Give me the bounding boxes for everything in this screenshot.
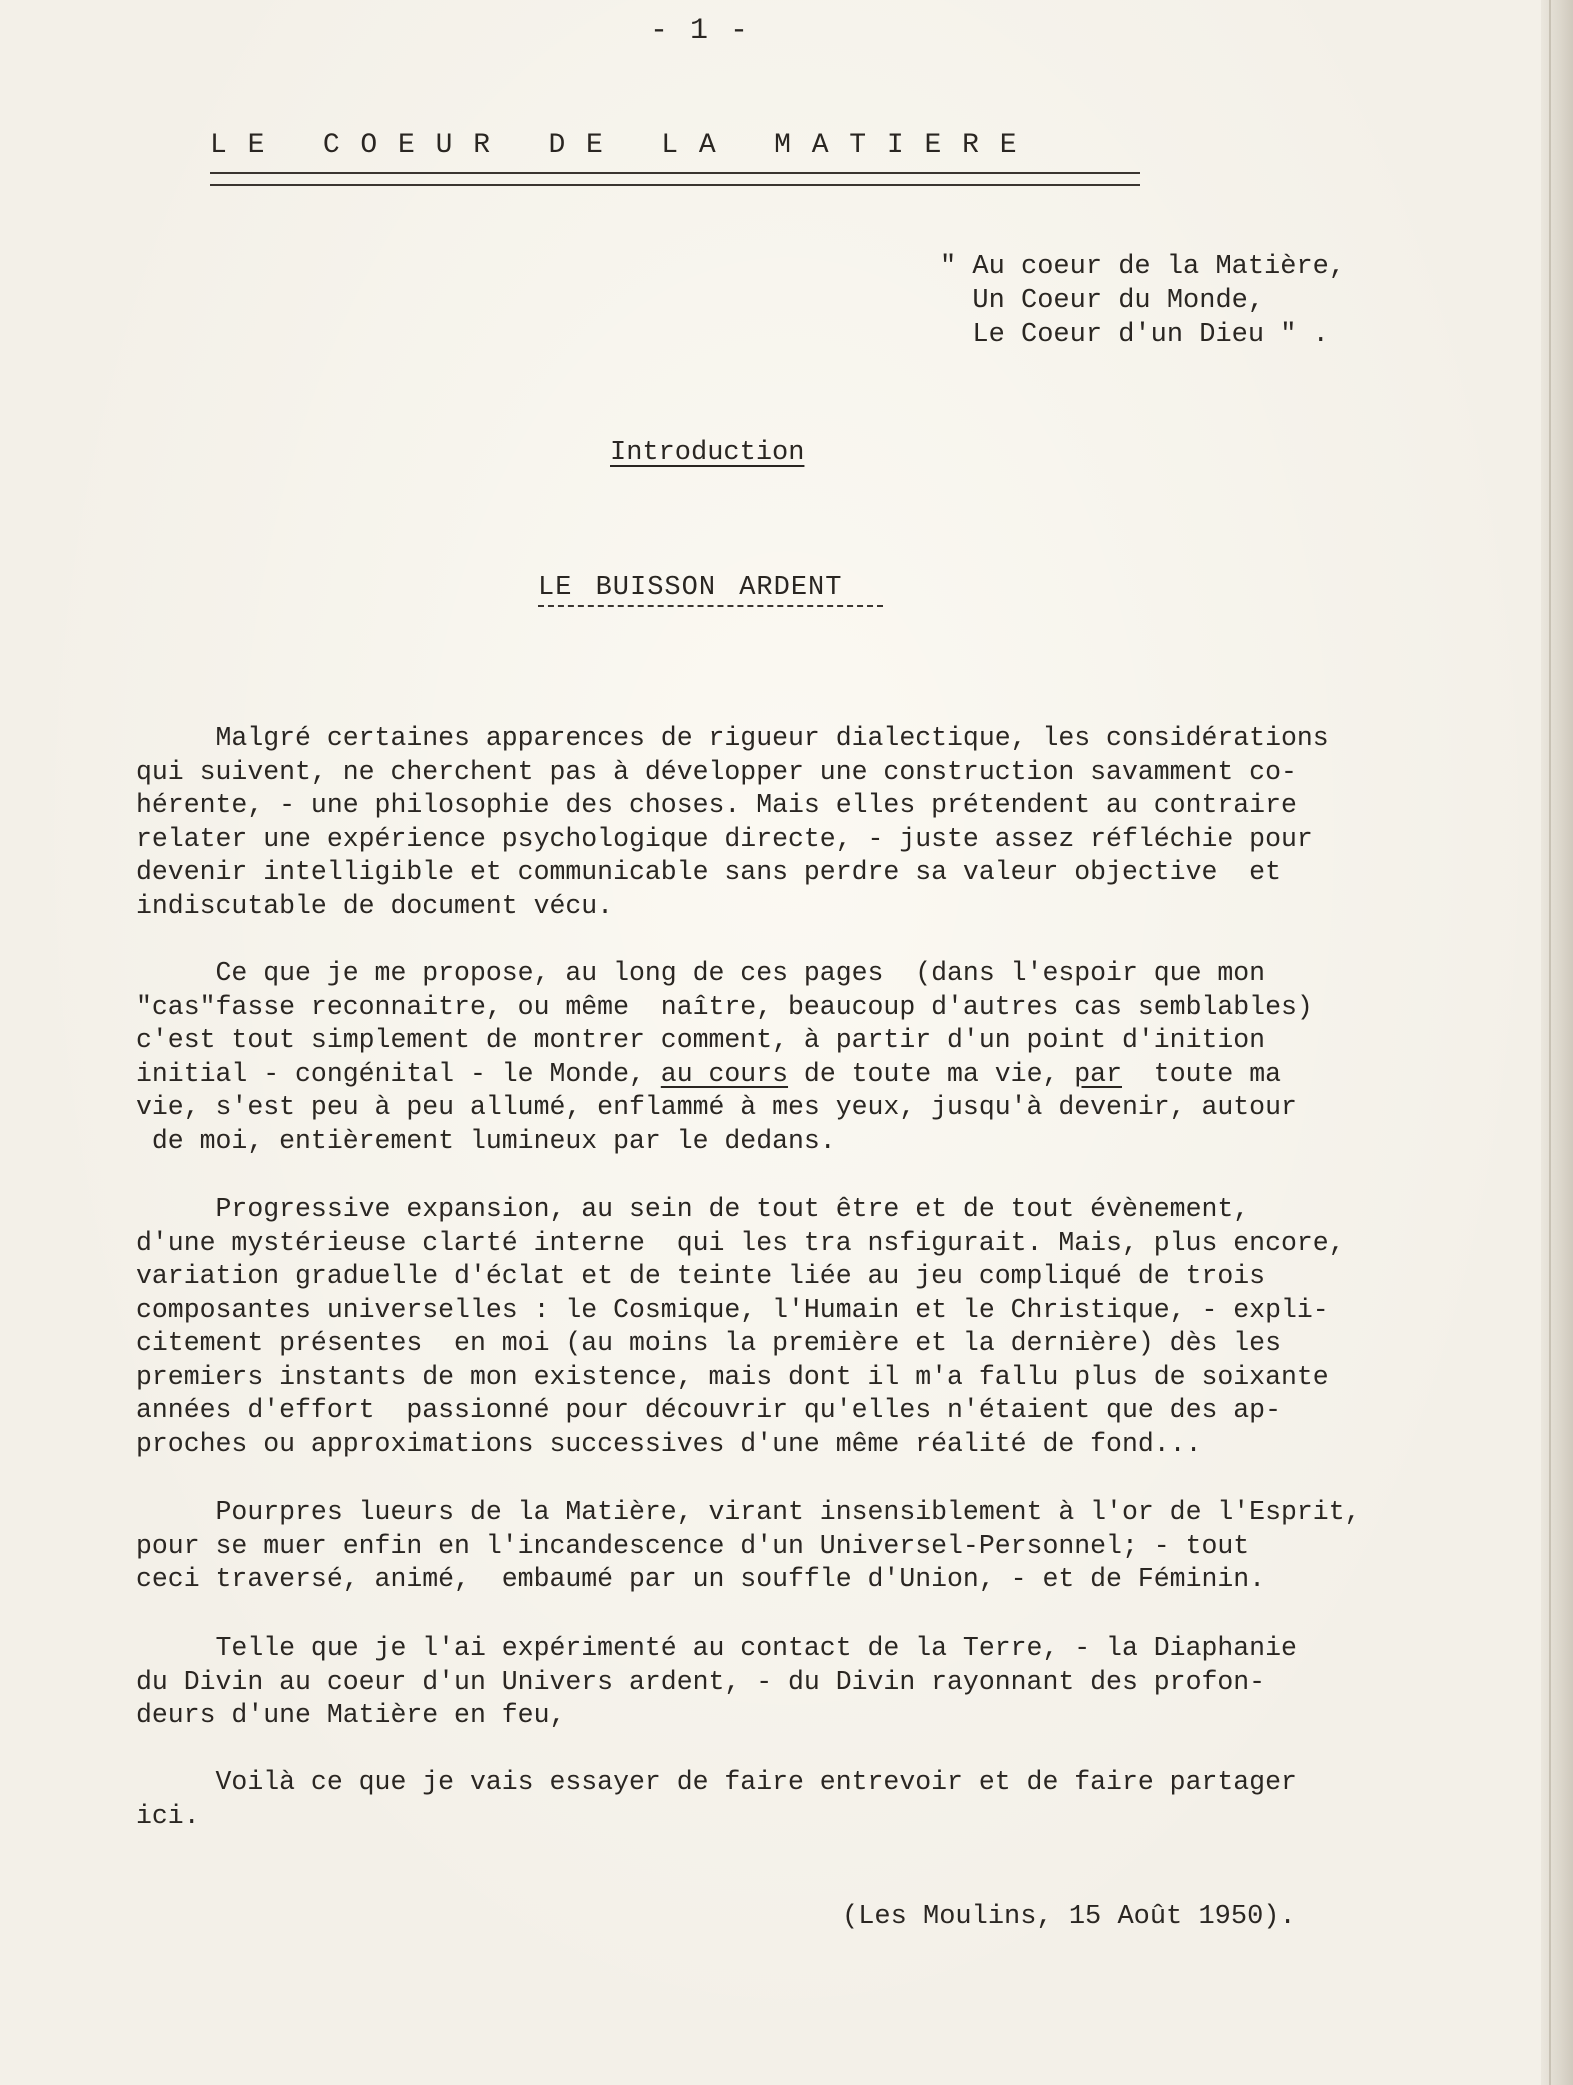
paragraph-4 bbox=[136, 1496, 1536, 1597]
line-end: toute ma bbox=[1122, 1058, 1282, 1089]
paragraph-line: qui suivent, ne cherchent pas à développer une construction savamment co- bbox=[136, 756, 1297, 787]
paragraph-line-underlined bbox=[136, 1058, 1536, 1092]
paragraph-line: Telle que je l'ai expérimenté au contact de la Terre, - la Diaphanie bbox=[136, 1633, 1297, 1663]
section-heading: LE BUISSON ARDENT bbox=[538, 573, 843, 603]
paragraph-line: relater une expérience psychologique directe, - juste assez réfléchie pour bbox=[136, 823, 1313, 854]
paragraph-line: composantes universelles : le Cosmique, l'Humain et le Christique, - expli- bbox=[136, 1294, 1329, 1325]
paragraph-line: premiers instants de mon existence, mais dont il m'a fallu plus de soixante bbox=[136, 1361, 1329, 1392]
document-title: L E C O E U R D E L A M A T I E R E bbox=[210, 130, 1019, 161]
paragraph-line: deurs d'une Matière en feu, bbox=[136, 1700, 566, 1730]
line-start: initial - congénital - le Monde, bbox=[136, 1058, 661, 1089]
paragraph-line: ceci traversé, animé, embaumé par un souffle d'Union, - et de Féminin. bbox=[136, 1564, 1266, 1594]
paragraph-line: variation graduelle d'éclat et de teinte liée au jeu compliqué de trois bbox=[136, 1261, 1266, 1291]
paragraph-line: de moi, entièrement lumineux par le dedans. bbox=[136, 1125, 836, 1156]
paragraph-line: hérente, - une philosophie des choses. Mais elles prétendent au contraire bbox=[136, 790, 1297, 820]
paragraph-line: du Divin au coeur d'un Univers ardent, - du Divin rayonnant des profon- bbox=[136, 1666, 1266, 1697]
introduction-heading: Introduction bbox=[610, 438, 805, 468]
paragraph-line: indiscutable de document vécu. bbox=[136, 890, 614, 921]
paragraph-line: Malgré certaines apparences de rigueur dialectique, les considérations bbox=[136, 723, 1329, 753]
paragraph-line: ici. bbox=[136, 1800, 200, 1831]
page-number: - 1 - bbox=[650, 14, 751, 48]
signature-date: (Les Moulins, 15 Août 1950). bbox=[842, 1902, 1296, 1932]
paragraph-line: Ce que je me propose, au long de ces pages (dans l'espoir que mon bbox=[136, 958, 1266, 988]
epigraph bbox=[940, 250, 1345, 352]
page-edge bbox=[1541, 0, 1573, 2085]
paragraph-5 bbox=[136, 1632, 1536, 1733]
underlined-word: par bbox=[1074, 1058, 1122, 1089]
paragraph-line: d'une mystérieuse clarté interne qui les tra nsfigurait. Mais, plus encore, bbox=[136, 1227, 1345, 1258]
title-double-rule bbox=[210, 172, 1140, 186]
epigraph-line: Le Coeur d'un Dieu " . bbox=[940, 320, 1329, 350]
paragraph-line: "cas"fasse reconnaitre, ou même naître, beaucoup d'autres cas semblables) bbox=[136, 991, 1313, 1022]
paragraph-line: Pourpres lueurs de la Matière, virant insensiblement à l'or de l'Esprit, bbox=[136, 1497, 1361, 1527]
epigraph-line: " Au coeur de la Matière, bbox=[940, 252, 1346, 282]
paragraph-3 bbox=[136, 1193, 1536, 1461]
paragraph-line: vie, s'est peu à peu allumé, enflammé à mes yeux, jusqu'à devenir, autour bbox=[136, 1092, 1297, 1122]
paragraph-line: pour se muer enfin en l'incandescence d'un Universel-Personnel; - tout bbox=[136, 1530, 1250, 1561]
paragraph-2 bbox=[136, 957, 1536, 1158]
epigraph-line: Un Coeur du Monde, bbox=[940, 286, 1265, 316]
paragraph-6 bbox=[136, 1766, 1536, 1833]
paragraph-line: citement présentes en moi (au moins la première et la dernière) dès les bbox=[136, 1328, 1281, 1358]
paragraph-line: c'est tout simplement de montrer comment, à partir d'un point d'inition bbox=[136, 1025, 1266, 1055]
paragraph-line: proches ou approximations successives d'une même réalité de fond... bbox=[136, 1428, 1202, 1459]
paragraph-line: devenir intelligible et communicable sans perdre sa valeur objective et bbox=[136, 857, 1281, 887]
line-middle: de toute ma vie, bbox=[788, 1058, 1075, 1089]
paragraph-line: années d'effort passionné pour découvrir qu'elles n'étaient que des ap- bbox=[136, 1395, 1281, 1425]
paragraph-1 bbox=[136, 722, 1536, 923]
underlined-phrase: au cours bbox=[660, 1058, 789, 1089]
paragraph-line: Progressive expansion, au sein de tout être et de tout évènement, bbox=[136, 1194, 1250, 1224]
paragraph-line: Voilà ce que je vais essayer de faire entrevoir et de faire partager bbox=[136, 1767, 1297, 1797]
section-heading-rule bbox=[538, 605, 883, 607]
